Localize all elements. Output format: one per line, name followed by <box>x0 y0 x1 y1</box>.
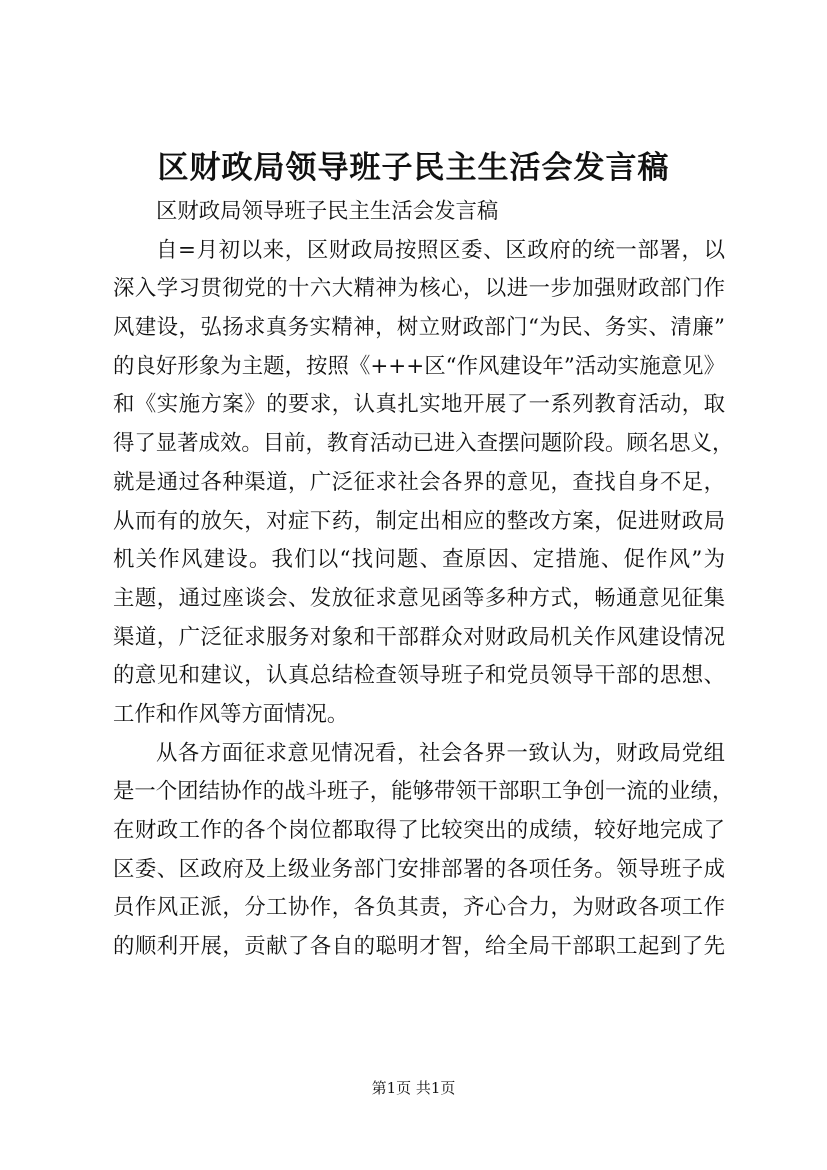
paragraph-line: 主题，通过座谈会、发放征求意见函等多种方式，畅通意见征集 <box>113 585 725 611</box>
paragraph-line: 就是通过各种渠道，广泛征求社会各界的意见，查找自身不足， <box>113 469 725 495</box>
page-footer: 第1页 共1页 <box>371 1079 456 1097</box>
paragraph-line: 从而有的放矢，对症下药，制定出相应的整改方案，促进财政局 <box>113 508 725 534</box>
paragraph-line: 和《实施方案》的要求，认真扎实地开展了一系列教育活动，取 <box>113 392 725 418</box>
document-body <box>113 193 734 967</box>
paragraph-line: 自=月初以来，区财政局按照区委、区政府的统一部署，以 <box>156 237 725 263</box>
paragraph-line: 得了显著成效。目前，教育活动已进入查摆问题阶段。顾名思义， <box>113 431 734 457</box>
paragraph-line: 从各方面征求意见情况看，社会各界一致认为，财政局党组 <box>156 740 725 766</box>
page-title: 区财政局领导班子民主生活会发言稿 <box>157 150 670 186</box>
paragraph-line: 渠道，广泛征求服务对象和干部群众对财政局机关作风建设情况 <box>113 624 725 650</box>
paragraph-line: 的意见和建议，认真总结检查领导班子和党员领导干部的思想、 <box>113 663 725 689</box>
paragraph-line: 员作风正派，分工协作，各负其责，齐心合力，为财政各项工作 <box>113 895 725 921</box>
paragraph-line: 是一个团结协作的战斗班子，能够带领干部职工争创一流的业绩， <box>113 779 734 805</box>
paragraph-line: 的顺利开展，贡献了各自的聪明才智，给全局干部职工起到了先 <box>113 934 725 960</box>
paragraph-line: 工作和作风等方面情况。 <box>113 701 349 727</box>
paragraph-line: 的良好形象为主题，按照《+++区“作风建设年”活动实施意见》 <box>113 353 725 379</box>
paragraph-line: 区委、区政府及上级业务部门安排部署的各项任务。领导班子成 <box>113 856 725 882</box>
paragraph-line: 深入学习贯彻党的十六大精神为核心，以进一步加强财政部门作 <box>113 276 725 302</box>
paragraph-line: 在财政工作的各个岗位都取得了比较突出的成绩，较好地完成了 <box>113 818 725 843</box>
subtitle-line: 区财政局领导班子民主生活会发言稿 <box>156 199 499 224</box>
paragraph-line: 机关作风建设。我们以“找问题、查原因、定措施、促作风”为 <box>113 547 725 573</box>
paragraph-line: 风建设，弘扬求真务实精神，树立财政部门“为民、务实、清廉” <box>113 315 725 341</box>
